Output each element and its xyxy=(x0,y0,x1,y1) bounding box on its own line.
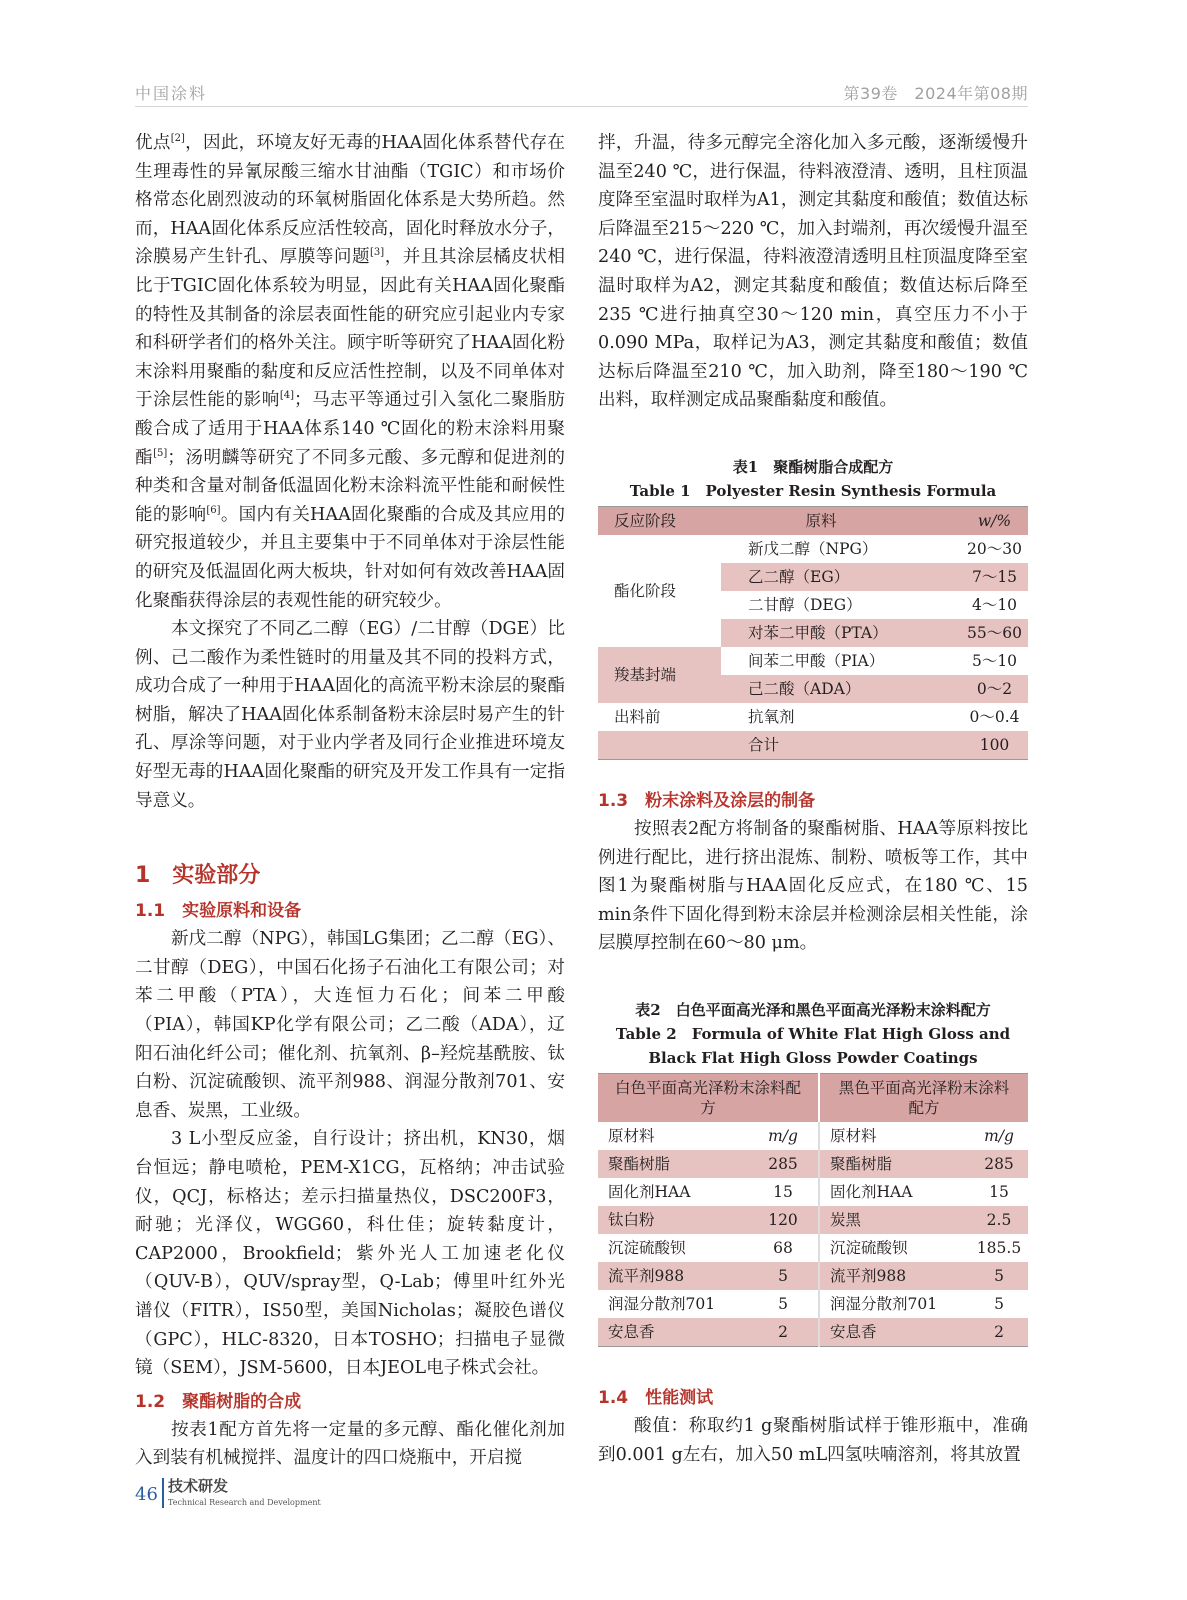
paragraph xyxy=(135,129,565,615)
citation-ref: [5] xyxy=(153,447,168,459)
subsection-heading: 1.3 粉末涂料及涂层的制备 xyxy=(598,790,816,811)
table1-caption-en: Table 1 Polyester Resin Synthesis Formula xyxy=(629,481,997,500)
table2-cell: 安息香 xyxy=(608,1322,655,1341)
table2-caption-cn: 表2 白色平面高光泽和黑色平面高光泽粉末涂料配方 xyxy=(635,1000,991,1019)
table2-row xyxy=(598,1290,1028,1318)
section-heading: 1 实验部分 xyxy=(135,863,261,889)
paragraph xyxy=(135,1416,565,1473)
text-run: 3 L小型反应釜，自行设计；挤出机，KN30，烟台恒远；静电喷枪，PEM-X1CG，瓦格纳；冲击试验仪，QCJ，标格达；差示扫描量热仪，DSC200F3，耐驰；光泽仪，WGG60，科仕佳；旋转黏度计，CAP2000，Brookfield；紫外光人工加速老化仪（QUV-B），QUV/spray型，Q-Lab；傅里叶红外光谱仪（FITR），IS50型，美国Nicholas；凝胶色谱仪（GPC），HLC-8320，日本TOSHO；扫描电子显微镜（SEM），JSM-5600，日本JEOL电子株式会社。 xyxy=(135,1129,565,1379)
table1-cell: 己二酸（ADA） xyxy=(748,679,861,698)
citation-ref: [4] xyxy=(279,390,294,402)
paragraph xyxy=(598,1412,1028,1469)
paragraph xyxy=(135,925,565,1125)
columns xyxy=(135,129,1028,1476)
table2-cell: 5 xyxy=(748,1290,819,1318)
issue-info: 第39卷 2024年第08期 xyxy=(843,84,1028,103)
footer-divider xyxy=(162,1478,164,1508)
text-run: 按照表2配方将制备的聚酯树脂、HAA等原料按比例进行配比，进行挤出混炼、制粉、喷板等工作，其中图1为聚酯树脂与HAA固化反应式，在180 ℃、15 min条件下固化得到粉末涂层并检测涂层相关性能，涂层膜厚控制在60～80 μm。 xyxy=(598,818,1028,954)
table2-cell: 120 xyxy=(748,1206,819,1234)
table1-cell: 间苯二甲酸（PIA） xyxy=(748,651,885,670)
table2-cell: 185.5 xyxy=(976,1238,1022,1257)
table1-cell: 0～0.4 xyxy=(969,707,1020,726)
table2-cell: 流平剂988 xyxy=(608,1266,685,1285)
paragraph xyxy=(598,815,1028,958)
table2-cell: 聚酯树脂 xyxy=(830,1154,893,1173)
table2-cell: 固化剂HAA xyxy=(608,1182,691,1201)
table2-cell: 炭黑 xyxy=(830,1210,862,1229)
table2-cell: 5 xyxy=(994,1294,1004,1313)
text-run: 新戊二醇（NPG），韩国LG集团；乙二醇（EG）、二甘醇（DEG），中国石化扬子石油化工有限公司；对苯二甲酸（PTA），大连恒力石化；间苯二甲酸（PIA），韩国KP化学有限公司；乙二酸（ADA），辽阳石油化纤公司；催化剂、抗氧剂、β–羟烷基酰胺、钛白粉、沉淀硫酸钡、流平剂988、润湿分散剂701、安息香、炭黑，工业级。 xyxy=(135,929,565,1121)
table2-group-header: 白色平面高光泽粉末涂料配方 xyxy=(598,1073,819,1122)
subsection-heading: 1.1 实验原料和设备 xyxy=(135,901,302,922)
table1-caption-cn: 表1 聚酯树脂合成配方 xyxy=(732,457,894,476)
table1-cell: 100 xyxy=(979,735,1010,754)
table1-header: w/% xyxy=(977,511,1012,530)
table2-row xyxy=(598,1234,1028,1262)
table2-cell: 固化剂HAA xyxy=(830,1182,913,1201)
text-run: 拌，升温，待多元醇完全溶化加入多元酸，逐渐缓慢升温至240 ℃，进行保温，待料液澄清、透明，且柱顶温度降至室温时取样为A1，测定其黏度和酸值；数值达标后降温至215～220 ℃，加入封端剂，再次缓慢升温至240 ℃，进行保温，待料液澄清透明且柱顶温度降至室温时取样为A2，测定其黏度和酸值；数值达标后降至235 ℃进行抽真空30～120 min，真空压力不小于0.090 MPa，取样记为A3，测定其黏度和酸值；数值达标后降温至210 ℃，加入助剂，降至180～190 ℃出料，取样测定成品聚酯黏度和酸值。 xyxy=(598,133,1028,411)
table1-cell: 0～2 xyxy=(976,679,1013,698)
text-run: 按表1配方首先将一定量的多元醇、酯化催化剂加入到装有机械搅拌、温度计的四口烧瓶中，开启搅 xyxy=(135,1419,565,1469)
table1-cell: 乙二醇（EG） xyxy=(748,567,850,586)
text-run: ，并且其涂层橘皮状相比于TGIC固化体系较为明显，因此有关HAA固化聚酯的特性及其制备的涂层表面性能的研究应引起业内专家和科研学者们的格外关注。顾宇昕等研究了HAA固化粉末涂料用聚酯的黏度和反应活性控制，以及不同单体对于涂层性能的影响 xyxy=(135,247,565,411)
table1-cell: 对苯二甲酸（PTA） xyxy=(748,623,888,642)
citation-ref: [6] xyxy=(206,504,221,516)
citation-ref: [3] xyxy=(370,247,385,259)
table2-cell: 沉淀硫酸钡 xyxy=(608,1238,686,1257)
table2-cell: 5 xyxy=(994,1266,1004,1285)
table1-cell: 7～15 xyxy=(971,567,1018,586)
table2-row xyxy=(598,1262,1028,1290)
table2-cell: 聚酯树脂 xyxy=(608,1154,671,1173)
table2-cell: 润湿分散剂701 xyxy=(608,1294,716,1313)
table1-header: 原料 xyxy=(805,511,837,530)
table2-caption-en: Table 2 Formula of White Flat High Gloss and Black Flat High Gloss Powder Coatings xyxy=(615,1024,1011,1067)
table2-cell: 钛白粉 xyxy=(608,1210,655,1229)
table2-cell: 流平剂988 xyxy=(830,1266,907,1285)
table2-cell: 2 xyxy=(994,1322,1004,1341)
table1-cell: 4～10 xyxy=(971,595,1018,614)
table2-cell: 安息香 xyxy=(830,1322,877,1341)
right-column xyxy=(598,129,1028,1469)
footer-section-cn: 技术研发 xyxy=(168,1477,229,1495)
table2-col-header: 原材料 xyxy=(830,1126,877,1145)
table2-row xyxy=(598,1206,1028,1234)
table2-row xyxy=(598,1178,1028,1206)
table1-cell: 5～10 xyxy=(971,651,1018,670)
table2-col-header: m/g xyxy=(748,1122,819,1150)
table2-cell: 68 xyxy=(748,1234,819,1262)
table2-col-header: 原材料 xyxy=(608,1126,655,1145)
subsection-heading: 1.2 聚酯树脂的合成 xyxy=(135,1391,302,1412)
table1-header: 反应阶段 xyxy=(614,511,677,530)
text-run: ，因此，环境友好无毒的HAA固化体系替代存在生理毒性的异氰尿酸三缩水甘油酯（TGIC）和市场价格常态化剧烈波动的环氧树脂固化体系是大势所趋。然而，HAA固化体系反应活性较高，固化时释放水分子，涂膜易产生针孔、厚膜等问题 xyxy=(135,133,565,268)
paragraph xyxy=(135,1125,565,1382)
text-run: 。国内有关HAA固化聚酯的合成及其应用的研究报道较少，并且主要集中于不同单体对于涂层性能的研究及低温固化两大板块，针对如何有效改善HAA固化聚酯获得涂层的表观性能的研究较少。 xyxy=(135,504,565,611)
journal-name: 中国涂料 xyxy=(135,84,208,103)
table2-cell: 15 xyxy=(748,1178,819,1206)
table2 xyxy=(598,1073,1028,1347)
table2-cell: 285 xyxy=(984,1154,1014,1173)
footer-section-en: Technical Research and Development xyxy=(168,1498,321,1507)
footer xyxy=(135,1476,1028,1526)
table1-cell: 20～30 xyxy=(967,539,1022,558)
citation-ref: [2] xyxy=(170,133,185,144)
text-run: 酸值：称取约1 g聚酯树脂试样于锥形瓶中，准确到0.001 g左右，加入50 mL四氢呋喃溶剂，将其放置 xyxy=(598,1415,1028,1465)
paragraph xyxy=(135,615,565,815)
table1-cell: 55～60 xyxy=(967,623,1022,642)
table2-row xyxy=(598,1150,1028,1178)
table2-cell: 沉淀硫酸钡 xyxy=(830,1238,908,1257)
text-run: 本文探究了不同乙二醇（EG）/二甘醇（DGE）比例、己二酸作为柔性链时的用量及其不同的投料方式，成功合成了一种用于HAA固化的高流平粉末涂层的聚酯树脂，解决了HAA固化体系制备粉末涂层时易产生的针孔、厚涂等问题，对于业内学者及同行企业推进环境友好型无毒的HAA固化聚酯的研究及开发工作具有一定指导意义。 xyxy=(135,619,565,811)
subsection-heading: 1.4 性能测试 xyxy=(598,1387,714,1408)
table2-row xyxy=(598,1318,1028,1347)
table1-cell: 合计 xyxy=(748,735,780,754)
page-number: 46 xyxy=(135,1484,158,1505)
table1-cell: 抗氧剂 xyxy=(748,707,795,726)
text-run: ；马志平等通过引入氢化二聚脂肪酸合成了适用于HAA体系140 ℃固化的粉末涂料用聚酯 xyxy=(135,390,565,468)
table2-cell: 2.5 xyxy=(986,1210,1012,1229)
table2-cell: 润湿分散剂701 xyxy=(830,1294,938,1313)
left-column xyxy=(135,129,565,1473)
table1-stage: 出料前 xyxy=(614,707,661,726)
table1-cell: 二甘醇（DEG） xyxy=(748,595,862,614)
table2-group-header: 黑色平面高光泽粉末涂料配方 xyxy=(838,1078,1010,1117)
table1-cell: 新戊二醇（NPG） xyxy=(748,539,878,558)
table2-cell: 285 xyxy=(748,1150,819,1178)
table2-cell: 15 xyxy=(989,1182,1009,1201)
table1-stage: 酯化阶段 xyxy=(614,581,677,600)
text-run: 优点 xyxy=(135,133,171,153)
table1 xyxy=(598,506,1028,760)
table2-col-header: m/g xyxy=(984,1126,1014,1145)
table1-stage: 羧基封端 xyxy=(598,647,721,703)
text-run: ；汤明麟等研究了不同多元酸、多元醇和促进剂的种类和含量对制备低温固化粉末涂料流平性能和耐候性能的影响 xyxy=(135,447,565,525)
table2-cell: 5 xyxy=(748,1262,819,1290)
table2-cell: 2 xyxy=(748,1318,819,1347)
paragraph xyxy=(598,129,1028,415)
